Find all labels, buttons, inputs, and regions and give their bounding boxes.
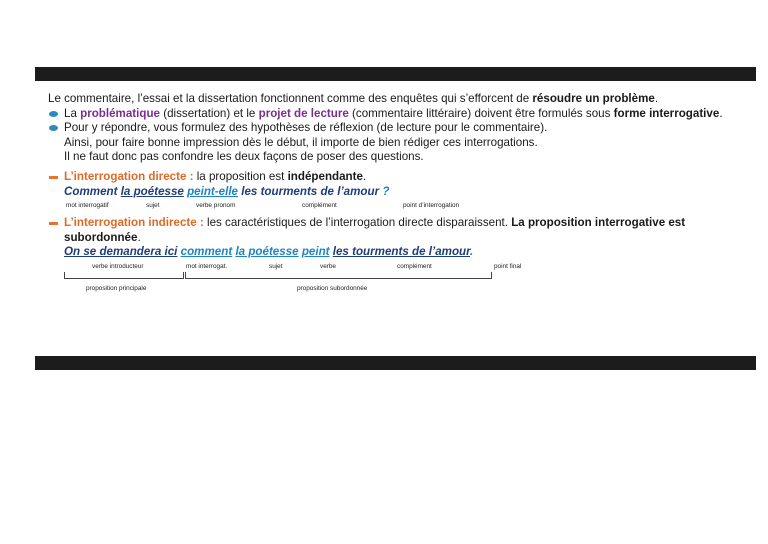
dash-icon <box>49 222 58 225</box>
example-word: . <box>470 245 474 259</box>
direct-bold: indépendante <box>287 169 363 183</box>
annotation: point d’interrogation <box>403 202 460 210</box>
annotation: verbe <box>320 262 336 270</box>
indirect-annotations <box>48 260 748 272</box>
direct-heading <box>48 170 748 185</box>
annotation: verbe introducteur <box>92 262 144 270</box>
bullet-problematique <box>48 107 748 122</box>
bullet1-a: La <box>64 106 81 120</box>
bullet-hypotheses <box>48 121 748 165</box>
dash-icon <box>49 176 58 179</box>
bullet1-end: . <box>719 106 723 120</box>
bracket-subordonnee <box>185 272 492 279</box>
example-word: ? <box>382 184 390 198</box>
direct-text: la proposition est <box>193 169 288 183</box>
keyword-problematique: problématique <box>80 106 161 120</box>
bullet-dot-icon <box>49 125 58 131</box>
example-word: les tourments de l’amour <box>332 245 470 259</box>
indirect-title: L’interrogation indirecte : <box>64 216 204 230</box>
section-direct <box>48 170 748 211</box>
bullet1-b: (dissertation) et le <box>160 106 259 120</box>
bullet2-line3: Il ne faut donc pas confondre les deux façons de poser des questions. <box>64 150 424 164</box>
group-brackets <box>48 272 748 282</box>
bullet1-bold: forme interrogative <box>613 106 720 120</box>
indirect-heading <box>48 216 748 245</box>
direct-example <box>48 185 748 200</box>
example-word: les tourments de l’amour <box>241 184 380 198</box>
example-word: peint <box>301 245 330 259</box>
annotation: sujet <box>146 202 160 210</box>
annotation: complément <box>302 202 337 210</box>
direct-end: . <box>362 169 367 183</box>
annotation: sujet <box>269 262 283 270</box>
content <box>48 92 748 294</box>
bullet2-line2: Ainsi, pour faire bonne impression dès le début, il importe de bien rédiger ces interrogations. <box>64 135 538 149</box>
section-indirect <box>48 216 748 294</box>
direct-annotations <box>48 199 748 211</box>
example-word: la poétesse <box>235 245 299 259</box>
bracket-principale <box>64 272 184 279</box>
intro-text: Le commentaire, l’essai et la dissertation fonctionnent comme des enquêtes qui s’efforcent de <box>48 92 533 105</box>
indirect-bold: La proposition interrogative est subordonnée <box>64 216 686 244</box>
annotation: point final <box>494 262 522 270</box>
example-word: comment <box>180 245 233 259</box>
example-word: peint-elle <box>187 184 238 198</box>
example-word: Comment <box>64 184 118 198</box>
annotation: complément <box>397 262 432 270</box>
annotation: mot interrogatif <box>66 202 109 210</box>
indirect-end: . <box>137 230 141 244</box>
group-labels <box>48 282 748 294</box>
group-label: proposition principale <box>86 284 147 292</box>
intro-end: . <box>654 92 659 105</box>
example-word: On se demandera ici <box>64 245 178 259</box>
annotation: verbe pronom <box>196 202 236 210</box>
direct-title: L’interrogation directe : <box>64 169 194 183</box>
bullet2-line1: Pour y répondre, vous formulez des hypothèses de réflexion (de lecture pour le commentaire). <box>64 121 548 135</box>
example-word: la poétesse <box>120 184 184 198</box>
bullet-dot-icon <box>49 111 58 117</box>
annotation: mot interrogat. <box>186 262 228 270</box>
bullet1-c: (commentaire littéraire) doivent être formulés sous <box>348 106 614 120</box>
indirect-example <box>48 245 748 260</box>
keyword-projet-lecture: projet de lecture <box>258 106 349 120</box>
indirect-text: les caractéristiques de l’interrogation directe disparaissent. <box>203 216 512 230</box>
top-bar <box>35 67 756 81</box>
intro-paragraph <box>48 92 748 107</box>
intro-bold: résoudre un problème <box>532 92 655 105</box>
group-label: proposition subordonnée <box>297 284 368 292</box>
bottom-bar <box>35 356 756 370</box>
